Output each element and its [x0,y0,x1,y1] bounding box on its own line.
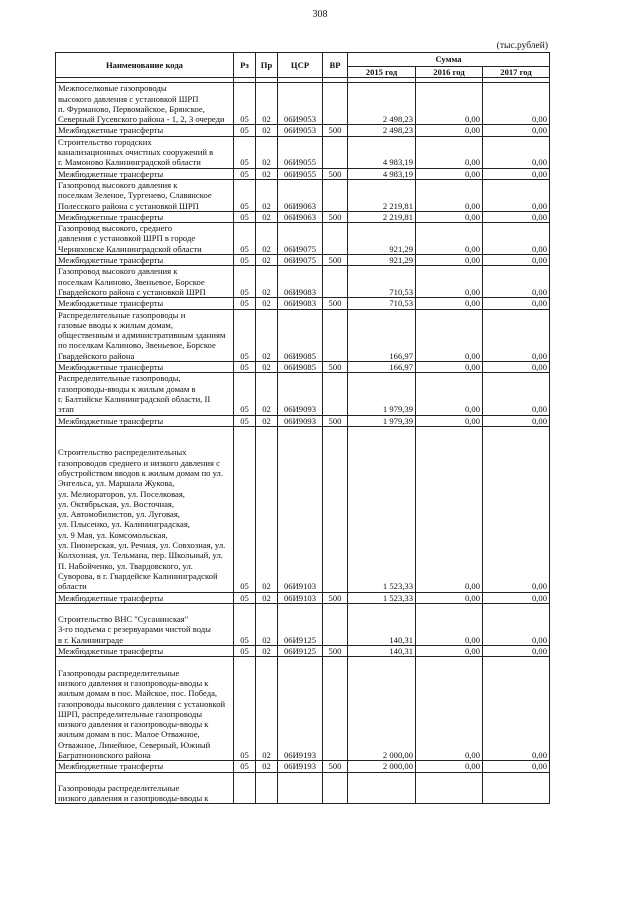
item-name-line: этап [58,404,74,415]
header-name: Наименование кода [56,53,234,78]
item-2017: 0,00 [483,373,550,415]
item-name-line: поселкам Калиново, Звеньевое, Борское [58,276,205,287]
transfer-csr: 06И9193 [278,761,323,772]
item-2016: 0,00 [416,266,483,298]
transfer-2017: 0,00 [483,592,550,603]
transfer-2016: 0,00 [416,211,483,222]
transfer-rz: 05 [234,415,256,426]
transfer-2015: 2 000,00 [348,761,416,772]
transfer-2017: 0,00 [483,168,550,179]
transfer-label: Межбюджетные трансферты [56,168,234,179]
transfer-label: Межбюджетные трансферты [56,298,234,309]
transfer-vr: 500 [323,125,348,136]
transfer-2017: 0,00 [483,415,550,426]
item-name-line: низкого давления и газопроводы-вводы к [58,719,209,730]
item-vr [323,603,348,645]
transfer-2017: 0,00 [483,646,550,657]
item-name-line [58,604,231,614]
transfer-row [56,415,550,426]
transfer-row [56,646,550,657]
transfer-vr: 500 [323,761,348,772]
item-2016: 0,00 [416,603,483,645]
item-name-line: Газопровод высокого давления к [58,266,178,277]
item-row [56,309,550,361]
item-name-line [58,437,231,447]
transfer-2016: 0,00 [416,415,483,426]
item-vr [323,373,348,415]
transfer-row [56,298,550,309]
item-csr: 06И9083 [278,266,323,298]
transfer-pr: 02 [256,592,278,603]
transfer-2015: 2 498,23 [348,125,416,136]
transfer-rz: 05 [234,592,256,603]
item-name-line: ул. Автомобилистов, ул. Луговая, [58,509,180,520]
transfer-2017: 0,00 [483,211,550,222]
continued-name [56,772,234,804]
item-name [56,223,234,255]
transfer-vr: 500 [323,415,348,426]
transfer-label: Межбюджетные трансферты [56,125,234,136]
transfer-2015: 1 979,39 [348,415,416,426]
item-name-line: Распределительные газопроводы, [58,373,181,384]
transfer-2015: 710,53 [348,298,416,309]
item-row [56,603,550,645]
transfer-2015: 140,31 [348,646,416,657]
item-name-line: Распределительные газопроводы и [58,309,186,320]
item-name-line: ул. Октябрьская, ул. Восточная, [58,498,174,509]
item-name-line: Энгельса, ул. Маршала Жукова, [58,478,175,489]
item-2017: 0,00 [483,179,550,211]
item-name-line [58,427,231,437]
item-pr: 02 [256,373,278,415]
transfer-label: Межбюджетные трансферты [56,362,234,373]
item-vr [323,426,348,592]
transfer-label: Межбюджетные трансферты [56,415,234,426]
item-vr [323,83,348,125]
item-name-line: ул. 9 Мая, ул. Комсомольская, [58,529,168,540]
transfer-pr: 02 [256,255,278,266]
item-pr: 02 [256,223,278,255]
item-vr [323,223,348,255]
item-name-line: П. Набойченко, ул. Твардовского, ул. [58,560,193,571]
transfer-pr: 02 [256,125,278,136]
transfer-rz: 05 [234,125,256,136]
item-2017: 0,00 [483,426,550,592]
item-vr [323,136,348,168]
table-body [56,78,550,804]
item-pr: 02 [256,426,278,592]
continued-row [56,772,550,804]
transfer-2016: 0,00 [416,592,483,603]
item-2015: 1 979,39 [348,373,416,415]
header-sum: Сумма [348,53,550,67]
header-2017: 2017 год [483,67,550,78]
transfer-row [56,592,550,603]
item-row [56,266,550,298]
item-2016: 0,00 [416,83,483,125]
item-name [56,266,234,298]
item-name-line: газопроводы высокого давления с установкой [58,698,226,709]
item-rz: 05 [234,136,256,168]
item-name [56,603,234,645]
header-2015: 2015 год [348,67,416,78]
item-name-line: ул. Мелиораторов, ул. Поселковая, [58,488,185,499]
item-2016: 0,00 [416,136,483,168]
header-vr: ВР [323,53,348,78]
continued-cell [278,772,323,804]
item-csr: 06И9125 [278,603,323,645]
item-name-line: Багратионовского района [58,750,151,760]
item-name-line: Газопроводы распределительные [58,667,180,678]
transfer-rz: 05 [234,211,256,222]
item-name-line: газовые вводы к жилым домам, [58,319,173,330]
transfer-row [56,168,550,179]
transfer-2017: 0,00 [483,362,550,373]
item-csr: 06И9053 [278,83,323,125]
item-name [56,373,234,415]
item-name-line: Гвардейского района [58,350,135,361]
transfer-vr: 500 [323,298,348,309]
transfer-2016: 0,00 [416,298,483,309]
item-row [56,373,550,415]
item-pr: 02 [256,83,278,125]
item-name-line: жилым домам в пос. Малое Отважное, [58,729,200,740]
item-2015: 921,29 [348,223,416,255]
transfer-2016: 0,00 [416,168,483,179]
transfer-pr: 02 [256,298,278,309]
transfer-rz: 05 [234,255,256,266]
item-name-line: Северный Гусевского района - 1, 2, 3 очереди [58,114,225,125]
item-name-line: Суворова, в г. Гвардейске Калининградской [58,570,218,581]
item-vr [323,309,348,361]
item-rz: 05 [234,223,256,255]
transfer-2016: 0,00 [416,362,483,373]
item-pr: 02 [256,179,278,211]
item-vr [323,179,348,211]
item-2017: 0,00 [483,657,550,761]
page-number: 308 [312,9,328,20]
item-rz: 05 [234,603,256,645]
continued-cell [348,772,416,804]
transfer-row [56,211,550,222]
item-name [56,136,234,168]
header-pr: Пр [256,53,278,78]
item-name-line: Отважное, Линейное, Северный, Южный [58,739,211,750]
item-row [56,657,550,761]
item-csr: 06И9193 [278,657,323,761]
item-2015: 4 983,19 [348,136,416,168]
item-name-line: низкого давления и газопроводы-вводы к [58,677,209,688]
header-rz: Рз [234,53,256,78]
continued-cell [256,772,278,804]
continued-cell [323,772,348,804]
item-csr: 06И9093 [278,373,323,415]
continued-name-line [58,773,231,783]
item-2015: 1 523,33 [348,426,416,592]
transfer-label: Межбюджетные трансферты [56,646,234,657]
item-2017: 0,00 [483,266,550,298]
item-pr: 02 [256,266,278,298]
item-2015: 140,31 [348,603,416,645]
transfer-rz: 05 [234,761,256,772]
item-name [56,426,234,592]
item-2017: 0,00 [483,223,550,255]
item-rz: 05 [234,266,256,298]
transfer-label: Межбюджетные трансферты [56,255,234,266]
item-name-line: газопроводов среднего и низкого давления с [58,457,220,468]
transfer-rz: 05 [234,298,256,309]
item-name-line: жилым домам в пос. Майское, пос. Победа, [58,688,218,699]
item-name-line: Колхозная, ул. Тельмана, пер. Школьный, ул. [58,550,223,561]
item-2017: 0,00 [483,83,550,125]
item-name-line: Строительство распределительных [58,447,187,458]
item-name-line: г. Мамоново Калининградской области [58,157,201,168]
transfer-csr: 06И9083 [278,298,323,309]
transfer-row [56,125,550,136]
transfer-2017: 0,00 [483,125,550,136]
transfer-row [56,362,550,373]
transfer-2016: 0,00 [416,646,483,657]
item-csr: 06И9063 [278,179,323,211]
item-name-line [58,657,231,667]
item-2015: 710,53 [348,266,416,298]
continued-name-line: Газопроводы распределительные [58,782,180,793]
transfer-pr: 02 [256,211,278,222]
transfer-rz: 05 [234,646,256,657]
item-name-line: Газопровод высокого давления к [58,179,178,190]
item-name-line: 3-го подъема с резервуарами чистой воды [58,624,211,635]
item-2016: 0,00 [416,373,483,415]
transfer-vr: 500 [323,211,348,222]
item-csr: 06И9103 [278,426,323,592]
item-pr: 02 [256,136,278,168]
item-rz: 05 [234,657,256,761]
item-name-line: высокого давления с установкой ШРП [58,93,199,104]
item-2017: 0,00 [483,603,550,645]
item-row [56,426,550,592]
item-name-line: канализационных очистных сооружений в [58,147,214,158]
item-pr: 02 [256,657,278,761]
item-name-line: газопроводы-вводы к жилым домам в [58,383,196,394]
item-2016: 0,00 [416,309,483,361]
item-2017: 0,00 [483,309,550,361]
transfer-2017: 0,00 [483,761,550,772]
item-name-line: области [58,581,87,592]
item-name-line: п. Фурманово, Первомайское, Брянское, [58,103,205,114]
item-name [56,657,234,761]
item-2017: 0,00 [483,136,550,168]
item-name [56,179,234,211]
transfer-pr: 02 [256,761,278,772]
item-name-line: Гвардейского района с установкой ШРП [58,286,206,297]
item-name-line: Строительство ВНС "Сусанинская" [58,614,189,625]
transfer-csr: 06И9075 [278,255,323,266]
item-rz: 05 [234,309,256,361]
transfer-pr: 02 [256,168,278,179]
transfer-2016: 0,00 [416,255,483,266]
item-row [56,136,550,168]
item-2015: 166,97 [348,309,416,361]
transfer-vr: 500 [323,255,348,266]
item-rz: 05 [234,426,256,592]
item-name-line: обустройством вводов к жилым домам по ул. [58,467,223,478]
transfer-csr: 06И9093 [278,415,323,426]
transfer-2017: 0,00 [483,255,550,266]
item-2015: 2 000,00 [348,657,416,761]
item-vr [323,266,348,298]
transfer-2015: 1 523,33 [348,592,416,603]
item-2016: 0,00 [416,657,483,761]
continued-cell [416,772,483,804]
item-name [56,309,234,361]
item-2015: 2 219,81 [348,179,416,211]
item-name-line: ШРП, распределительные газопроводы [58,708,203,719]
transfer-csr: 06И9055 [278,168,323,179]
item-name-line: ул. Пионерская, ул. Речная, ул. Совхозная, ул. [58,540,226,551]
item-2016: 0,00 [416,426,483,592]
transfer-2016: 0,00 [416,761,483,772]
item-name-line: давления с установкой ШРП в городе [58,233,196,244]
item-csr: 06И9075 [278,223,323,255]
units-label: (тыс.рублей) [496,41,548,51]
transfer-pr: 02 [256,646,278,657]
item-csr: 06И9085 [278,309,323,361]
item-name-line: г. Балтийске Калининградской области, II [58,393,211,404]
item-name-line: Строительство городских [58,136,152,147]
item-rz: 05 [234,83,256,125]
transfer-csr: 06И9085 [278,362,323,373]
transfer-label: Межбюджетные трансферты [56,592,234,603]
item-name-line: Газопровод высокого, среднего [58,223,173,234]
continued-cell [234,772,256,804]
transfer-pr: 02 [256,362,278,373]
item-name-line: поселкам Зеленое, Тургенево, Славянское [58,190,212,201]
transfer-2015: 2 219,81 [348,211,416,222]
item-name-line: Черняховске Калининградской области [58,243,202,254]
item-name-line: общественным и административным зданиям [58,330,226,341]
item-2016: 0,00 [416,223,483,255]
transfer-rz: 05 [234,168,256,179]
transfer-2015: 4 983,19 [348,168,416,179]
item-name-line: Полесского района с установкой ШРП [58,200,199,211]
transfer-row [56,255,550,266]
item-pr: 02 [256,603,278,645]
header-2016: 2016 год [416,67,483,78]
transfer-label: Межбюджетные трансферты [56,761,234,772]
item-2015: 2 498,23 [348,83,416,125]
transfer-2016: 0,00 [416,125,483,136]
item-name-line: Межпоселковые газопроводы [58,83,167,94]
item-2016: 0,00 [416,179,483,211]
budget-table [55,52,550,804]
item-name-line: в г. Калининграде [58,634,124,645]
transfer-row [56,761,550,772]
continued-name-line: низкого давления и газопроводы-вводы к [58,793,209,804]
transfer-2017: 0,00 [483,298,550,309]
transfer-vr: 500 [323,168,348,179]
item-name [56,83,234,125]
transfer-vr: 500 [323,646,348,657]
transfer-2015: 166,97 [348,362,416,373]
transfer-csr: 06И9125 [278,646,323,657]
item-vr [323,657,348,761]
item-row [56,179,550,211]
transfer-pr: 02 [256,415,278,426]
transfer-rz: 05 [234,362,256,373]
header-csr: ЦСР [278,53,323,78]
transfer-vr: 500 [323,362,348,373]
item-pr: 02 [256,309,278,361]
item-row [56,83,550,125]
transfer-label: Межбюджетные трансферты [56,211,234,222]
transfer-csr: 06И9063 [278,211,323,222]
transfer-csr: 06И9053 [278,125,323,136]
continued-cell [483,772,550,804]
transfer-2015: 921,29 [348,255,416,266]
item-name-line: по поселкам Калиново, Звеньевое, Борское [58,340,216,351]
item-rz: 05 [234,373,256,415]
transfer-csr: 06И9103 [278,592,323,603]
item-csr: 06И9055 [278,136,323,168]
item-name-line: ул. Плысенко, ул. Калининградская, [58,519,190,530]
item-row [56,223,550,255]
transfer-vr: 500 [323,592,348,603]
item-rz: 05 [234,179,256,211]
